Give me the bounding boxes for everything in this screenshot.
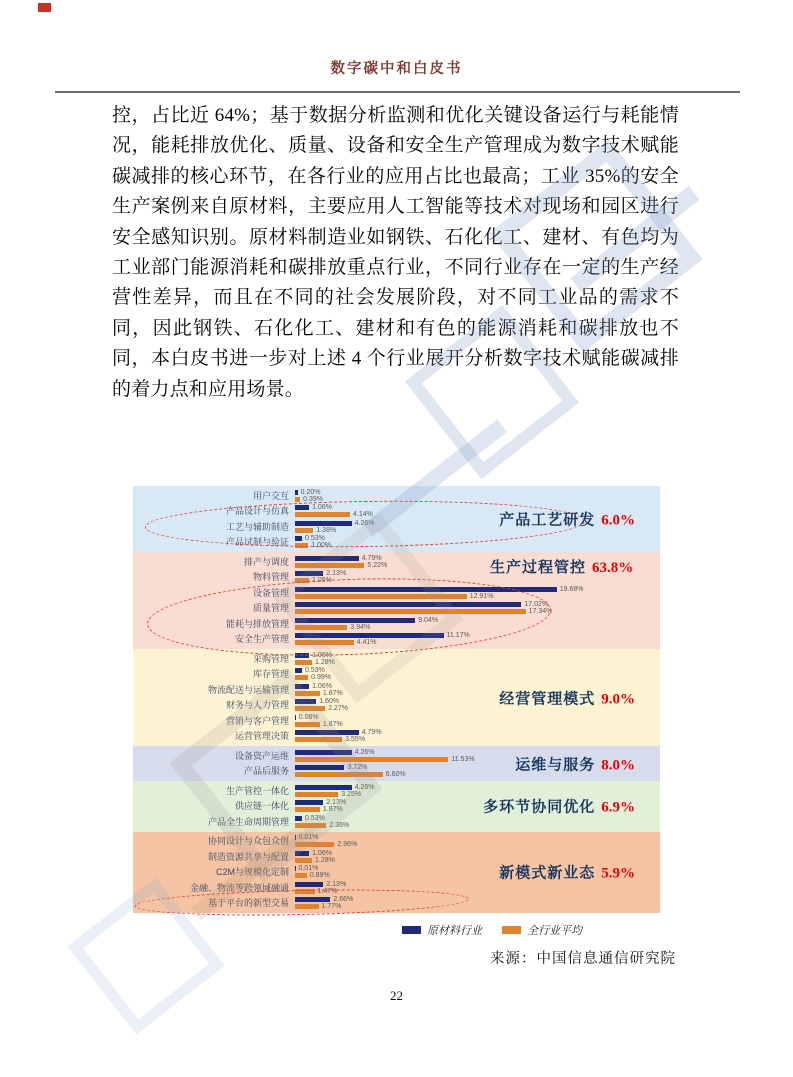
legend-label-all-industry: 全行业平均 [527, 925, 582, 937]
bar-value-label: 0.53% [305, 535, 325, 543]
bar-value-label: 1.06% [312, 651, 332, 659]
category-label: 产品试制与验证 [225, 537, 289, 548]
chart-row [133, 896, 660, 912]
bar-group [295, 881, 346, 894]
bar-raw-material [295, 490, 298, 495]
bar-raw-material [295, 785, 352, 790]
bar-all-industry [295, 858, 312, 863]
section-annotation [499, 687, 635, 708]
chart-row [133, 535, 660, 551]
chart-row [133, 667, 660, 683]
category-label: 财务与人力管理 [225, 700, 289, 711]
chart-row [133, 729, 660, 745]
category-label: 产品设计与仿真 [225, 506, 289, 517]
bar-group [295, 765, 406, 778]
bar-raw-material [295, 668, 302, 673]
bar-value-label: 4.14% [353, 511, 373, 519]
bar-raw-material [295, 699, 316, 704]
legend-item-raw-material [402, 922, 482, 938]
bar-group [295, 699, 348, 712]
chart-section-5 [133, 832, 660, 914]
bar-value-label: 1.77% [321, 903, 342, 911]
section-name: 生产过程管控 [490, 560, 587, 576]
bar-group [295, 897, 353, 910]
category-label: 工艺与辅助制造 [225, 521, 289, 532]
bar-value-label: 4.26% [354, 748, 375, 756]
bar-value-label: 4.26% [354, 783, 375, 791]
bar-value-label: 9.04% [418, 616, 439, 624]
industry-application-chart [133, 486, 660, 938]
body-paragraph: 控，占比近 64%；基于数据分析监测和优化关键设备运行与耗能情况，能耗排放优化、质量、设备和安全生产管理成为数字技术赋能碳减排的核心环节，在各行业的应用占比也最高；工业 35%的安全生产案例来自原材料，主要应用人工智能等技术对现场和园区进行安全感知识别。原材料制造业如钢铁、石化化工、建材、有色均为工业部门能源消耗和碳排放重点行业，不同行业存在一定的生产经营性差异，而且在不同的社会发展阶段，对不同工业品的需求不同，因此钢铁、石化化工、建材和有色的能源消耗和碳排放也不同，本白皮书进一步对上述 4 个行业展开分析数字技术赋能碳减排的着力点和应用场景。 [112, 105, 679, 400]
section-percent: 9.0% [601, 691, 635, 707]
bar-all-industry [295, 889, 315, 894]
bar-all-industry [295, 497, 300, 502]
bar-raw-material [295, 684, 309, 689]
category-label: 制造资源共享与配置 [207, 851, 289, 862]
bar-value-label: 4.41% [356, 639, 377, 647]
category-label: 产品全生命周期管理 [207, 816, 289, 827]
bar-all-industry [295, 807, 320, 812]
category-label: 产品后服务 [243, 766, 289, 777]
chart-row [133, 651, 660, 667]
category-label: 生产管控一体化 [225, 785, 289, 796]
section-percent: 6.0% [601, 512, 635, 529]
legend-swatch-all-industry [502, 926, 521, 934]
chart-sections [133, 486, 660, 913]
category-label: 物料管理 [252, 572, 289, 583]
bar-raw-material [295, 750, 352, 755]
bar-value-label: 1.87% [322, 720, 343, 728]
bar-raw-material [295, 521, 352, 526]
bar-raw-material [295, 618, 415, 623]
bar-raw-material [295, 835, 296, 840]
category-label: 基于平台的新型交易 [207, 898, 289, 909]
chart-row [133, 632, 660, 648]
chart-section-4 [133, 781, 660, 832]
page-number: 22 [390, 988, 403, 1003]
category-label: 排产与调度 [243, 556, 289, 567]
bar-value-label: 4.26% [354, 519, 375, 527]
bar-all-industry [295, 594, 467, 599]
bar-value-label: 3.55% [345, 736, 366, 744]
bar-value-label: 4.79% [361, 729, 382, 737]
bar-group [295, 784, 375, 797]
bar-all-industry [295, 842, 334, 847]
bar-raw-material [295, 851, 309, 856]
bar-all-industry [295, 625, 347, 630]
section-name: 经营管理模式 [499, 691, 596, 707]
bar-value-label: 0.01% [298, 834, 319, 842]
bar-group [295, 505, 373, 518]
bar-raw-material [295, 882, 323, 887]
bar-group [295, 749, 475, 762]
bar-group [295, 633, 470, 646]
bar-value-label: 5.22% [367, 561, 388, 569]
header-divider [55, 91, 740, 93]
section-name: 新模式新业态 [499, 865, 596, 882]
bar-all-industry [295, 578, 309, 583]
section-name: 多环节协同优化 [483, 799, 596, 816]
bar-value-label: 1.05% [311, 577, 332, 585]
source-attribution: 来源：中国信息通信研究院 [490, 951, 676, 967]
chart-section-1 [133, 552, 660, 649]
section-name: 产品工艺研发 [499, 512, 596, 529]
bar-value-label: 3.94% [350, 623, 371, 631]
bar-group [295, 850, 335, 863]
bar-value-label: 1.87% [322, 806, 343, 814]
bar-group [295, 602, 552, 615]
bar-value-label: 1.87% [322, 689, 343, 697]
bar-raw-material [295, 730, 359, 735]
category-label: 安全生产管理 [234, 634, 289, 645]
category-label: 采购管理 [252, 653, 289, 664]
bar-value-label: 12.91% [469, 592, 494, 600]
bar-raw-material [295, 505, 309, 510]
bar-group [295, 586, 583, 599]
bar-group [295, 617, 438, 630]
chart-section-2 [133, 649, 660, 746]
bar-value-label: 0.53% [305, 667, 325, 675]
bar-raw-material [295, 866, 296, 871]
bar-all-industry [295, 609, 526, 614]
bar-value-label: 6.60% [385, 771, 406, 779]
bar-raw-material [295, 633, 444, 638]
section-percent: 63.8% [592, 560, 634, 576]
chart-row [133, 488, 660, 504]
bar-value-label: 1.38% [316, 526, 337, 534]
bar-all-industry [295, 904, 319, 909]
category-label: 质量管理 [252, 603, 289, 614]
bar-all-industry [295, 543, 308, 548]
bar-all-industry [295, 792, 338, 797]
section-annotation [499, 509, 635, 530]
bar-raw-material [295, 556, 359, 561]
chart-row [133, 713, 660, 729]
bar-all-industry [295, 873, 307, 878]
bar-value-label: 17.02% [524, 601, 549, 609]
bar-value-label: 0.53% [305, 814, 325, 822]
bar-value-label: 17.34% [528, 608, 553, 616]
bar-value-label: 2.36% [329, 821, 350, 829]
bar-all-industry [295, 640, 354, 645]
chart-row [133, 834, 660, 850]
bar-raw-material [295, 536, 302, 541]
bar-group [295, 652, 335, 665]
bar-all-industry [295, 528, 313, 533]
chart-row [133, 585, 660, 601]
category-label: 库存管理 [252, 669, 289, 680]
chart-section-3 [133, 746, 660, 781]
bar-raw-material [295, 800, 323, 805]
legend-label-raw-material: 原材料行业 [427, 925, 482, 937]
section-annotation [490, 558, 660, 578]
category-label: 金融、物流等跨领域融通 [189, 882, 289, 893]
legend-item-all-industry [502, 922, 582, 938]
chart-section-0 [133, 486, 660, 552]
bar-group [295, 730, 382, 743]
page-header-title: 数字碳中和白皮书 [330, 61, 463, 77]
bar-raw-material [295, 571, 323, 576]
bar-group [295, 714, 343, 727]
bar-all-industry [295, 691, 320, 696]
bar-value-label: 3.72% [347, 764, 368, 772]
bar-value-label: 0.99% [311, 674, 332, 682]
bar-value-label: 11.53% [451, 755, 475, 763]
bar-value-label: 1.06% [312, 504, 332, 512]
bar-group [295, 489, 323, 502]
category-label: 供应链一体化 [234, 801, 289, 812]
category-label: 运营管理决策 [234, 731, 289, 742]
bar-group [295, 668, 331, 681]
bar-value-label: 1.47% [317, 887, 338, 895]
bar-value-label: 1.06% [312, 682, 332, 690]
section-percent: 5.9% [601, 865, 635, 882]
bar-value-label: 0.01% [298, 865, 319, 873]
bar-group [295, 571, 346, 584]
category-label: C2M与规模化定制 [215, 867, 289, 878]
bar-value-label: 1.28% [315, 658, 335, 666]
chart-legend [133, 922, 660, 938]
category-label: 能耗与排放管理 [225, 618, 289, 629]
bar-value-label: 1.60% [319, 698, 340, 706]
section-percent: 6.9% [601, 799, 635, 816]
bar-all-industry [295, 660, 312, 665]
bar-raw-material [295, 602, 521, 607]
section-annotation [515, 753, 635, 774]
bar-raw-material [295, 715, 296, 720]
section-annotation [483, 796, 635, 817]
bar-raw-material [295, 816, 302, 821]
section-annotation [499, 862, 635, 883]
bar-raw-material [295, 587, 557, 592]
bar-value-label: 0.39% [303, 495, 324, 503]
category-label: 物流配送与运输管理 [207, 684, 289, 695]
corner-mark [38, 3, 51, 12]
bar-all-industry [295, 563, 364, 568]
bar-value-label: 1.06% [312, 849, 332, 857]
category-label: 协同设计与众包众创 [207, 836, 289, 847]
bar-all-industry [295, 772, 383, 777]
bar-all-industry [295, 675, 308, 680]
bar-group [295, 866, 330, 879]
bar-value-label: 0.06% [298, 713, 319, 721]
bar-value-label: 0.20% [300, 488, 321, 496]
bar-value-label: 2.13% [326, 880, 347, 888]
bar-value-label: 2.96% [337, 841, 358, 849]
category-label: 设备管理 [252, 587, 289, 598]
bar-value-label: 2.27% [328, 705, 349, 713]
bar-group [295, 800, 346, 813]
bar-all-industry [295, 823, 326, 828]
section-percent: 8.0% [601, 757, 635, 773]
bar-raw-material [295, 653, 309, 658]
bar-all-industry [295, 722, 320, 727]
bar-all-industry [295, 706, 325, 711]
bar-value-label: 0.89% [309, 872, 330, 880]
bar-value-label: 2.66% [333, 896, 354, 904]
legend-swatch-raw-material [402, 926, 421, 934]
bar-value-label: 1.00% [311, 542, 332, 550]
bar-all-industry [295, 757, 448, 762]
bar-group [295, 683, 343, 696]
category-label: 用户交互 [252, 490, 289, 501]
bar-value-label: 4.79% [361, 554, 382, 562]
bar-group [295, 835, 357, 848]
chart-row [133, 616, 660, 632]
bar-all-industry [295, 512, 350, 517]
bar-group [295, 555, 387, 568]
bar-all-industry [295, 737, 342, 742]
bar-group [295, 536, 331, 549]
bar-group [295, 815, 349, 828]
bar-value-label: 19.68% [559, 585, 584, 593]
bar-value-label: 2.13% [326, 570, 347, 578]
bar-raw-material [295, 897, 330, 902]
bar-value-label: 11.17% [446, 632, 470, 640]
bar-raw-material [295, 765, 344, 770]
bar-value-label: 3.25% [341, 790, 362, 798]
chart-row [133, 601, 660, 617]
section-name: 运维与服务 [515, 757, 596, 773]
bar-value-label: 1.28% [315, 856, 335, 864]
category-label: 设备资产运维 [234, 750, 289, 761]
bar-value-label: 2.13% [326, 799, 347, 807]
bar-group [295, 520, 375, 533]
category-label: 营销与客户管理 [225, 715, 289, 726]
